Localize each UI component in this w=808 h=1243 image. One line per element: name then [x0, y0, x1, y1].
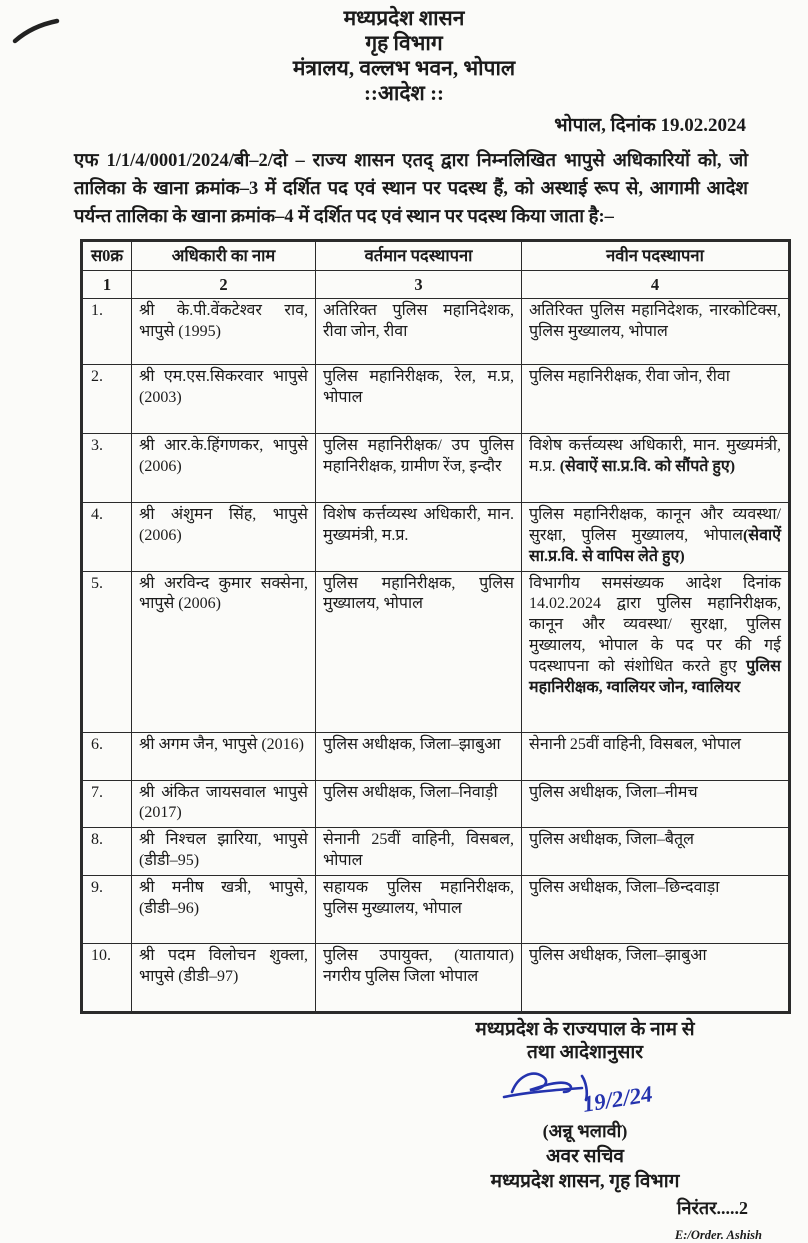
- text-segment: 2.: [91, 368, 103, 386]
- table-header-row: [82, 241, 790, 270]
- table-row: [82, 299, 790, 365]
- text-segment: पुलिस महानिरीक्षक, रीवा जोन, रीवा: [529, 368, 730, 386]
- document-header: [0, 0, 808, 105]
- on-behalf-line: मध्यप्रदेश के राज्यपाल के नाम से: [475, 1018, 695, 1040]
- text-segment: 5.: [91, 574, 103, 592]
- serial-cell: [82, 732, 132, 780]
- bold-text-segment: पुलिस महानिरीक्षक, ग्वालियर जोन, ग्वालियर: [529, 657, 781, 696]
- officer-name-cell: [132, 503, 316, 571]
- org-name: मध्यप्रदेश शासन: [343, 6, 465, 30]
- table-row: [82, 732, 790, 780]
- table-row: [82, 943, 790, 1012]
- text-segment: सहायक पुलिस महानिरीक्षक, पुलिस मुख्यालय, भोपाल: [323, 878, 514, 917]
- bold-text-segment: (सेवाऐं सा.प्र.वि. से वापिस लेते हुए): [529, 527, 781, 565]
- header-current-posting: वर्तमान पदस्थापना: [316, 241, 522, 270]
- serial-cell: [82, 828, 132, 876]
- text-segment: श्री मनीष खत्री, भापुसे, (डीडी–96): [139, 878, 308, 917]
- text-segment: श्री अंशुमन सिंह, भापुसे (2006): [139, 506, 308, 544]
- current-posting-cell: [316, 780, 522, 828]
- officer-name-cell: [132, 365, 316, 434]
- text-segment: अतिरिक्त पुलिस महानिदेशक, रीवा जोन, रीवा: [323, 302, 514, 340]
- text-segment: पुलिस अधीक्षक, जिला–झाबुआ: [323, 735, 501, 753]
- officer-name-cell: [132, 434, 316, 503]
- officer-name-cell: [132, 299, 316, 365]
- new-posting-cell: [522, 503, 790, 571]
- as-per-order-line: तथा आदेशानुसार: [526, 1041, 644, 1063]
- order-heading: ::आदेश ::: [363, 81, 445, 105]
- table-row: [82, 365, 790, 434]
- text-segment: पुलिस अधीक्षक, जिला–झाबुआ: [529, 946, 707, 964]
- table-row: [82, 434, 790, 503]
- text-segment: श्री के.पी.वेंकटेश्वर राव, भापुसे (1995): [139, 302, 308, 340]
- new-posting-cell: [522, 875, 790, 943]
- place-date-line: भोपाल, दिनांक 19.02.2024: [554, 115, 746, 136]
- header-new-posting: नवीन पदस्थापना: [522, 241, 790, 270]
- column-number: 1: [82, 270, 132, 298]
- text-segment: अतिरिक्त पुलिस महानिदेशक, नारकोटिक्स, पुलिस मुख्यालय, भोपाल: [529, 302, 781, 340]
- text-segment: पुलिस महानिरीक्षक, पुलिस मुख्यालय, भोपाल: [323, 574, 514, 613]
- text-segment: श्री अंकित जायसवाल भापुसे (2017): [139, 783, 308, 822]
- serial-cell: [82, 365, 132, 434]
- text-segment: श्री अरविन्द कुमार सक्सेना, भापुसे (2006): [139, 574, 308, 613]
- column-number: 4: [522, 270, 790, 298]
- file-reference: E:/Order. Ashish: [674, 1227, 762, 1242]
- current-posting-cell: [316, 434, 522, 503]
- new-posting-cell: [522, 299, 790, 365]
- new-posting-cell: [522, 571, 790, 732]
- text-segment: पुलिस अधीक्षक, जिला–बैतूल: [529, 831, 694, 849]
- current-posting-cell: [316, 943, 522, 1012]
- text-segment: 6.: [91, 735, 103, 753]
- order-table-body: [82, 299, 790, 1013]
- table-row: [82, 828, 790, 876]
- text-segment: 10.: [91, 946, 111, 964]
- text-segment: 9.: [91, 878, 103, 896]
- current-posting-cell: [316, 503, 522, 571]
- serial-cell: [82, 434, 132, 503]
- signature-icon: [498, 1066, 688, 1136]
- officer-name-cell: [132, 780, 316, 828]
- pen-stroke-mark: [10, 14, 70, 54]
- transfer-order-table: [80, 239, 791, 1013]
- column-number-row: [82, 270, 790, 298]
- text-segment: पुलिस अधीक्षक, जिला–नीमच: [529, 783, 698, 801]
- signature-block: [410, 1018, 760, 1220]
- bold-text-segment: (सेवाऐं सा.प्र.वि. को सौंपते हुए): [559, 458, 736, 475]
- serial-cell: [82, 503, 132, 571]
- text-segment: 3.: [91, 437, 103, 455]
- signature-area: [410, 1068, 760, 1134]
- handwritten-date: 19/2/24: [580, 1081, 655, 1117]
- current-posting-cell: [316, 365, 522, 434]
- officer-name-cell: [132, 732, 316, 780]
- text-segment: पुलिस अधीक्षक, जिला–छिन्दवाड़ा: [529, 878, 720, 896]
- text-segment: सेनानी 25वीं वाहिनी, विसबल, भोपाल: [529, 735, 741, 753]
- new-posting-cell: [522, 780, 790, 828]
- text-segment: 4.: [91, 506, 103, 524]
- text-segment: श्री पदम विलोचन शुक्ला, भापुसे (डीडी–97): [139, 946, 308, 985]
- text-segment: पुलिस अधीक्षक, जिला–निवाड़ी: [323, 783, 498, 801]
- text-segment: 7.: [91, 783, 103, 801]
- serial-cell: [82, 299, 132, 365]
- text-segment: श्री निश्चल झारिया, भापुसे (डीडी–95): [139, 831, 308, 869]
- header-serial: स0क्र: [82, 241, 132, 270]
- officer-name-cell: [132, 571, 316, 732]
- text-segment: 8.: [91, 831, 103, 849]
- table-row: [82, 875, 790, 943]
- signatory-name: (अन्नू भलावी): [542, 1120, 628, 1141]
- header-officer-name: अधिकारी का नाम: [132, 241, 316, 270]
- text-segment: श्री एम.एस.सिकरवार भापुसे (2003): [139, 368, 308, 406]
- serial-cell: [82, 571, 132, 732]
- text-segment: पुलिस महानिरीक्षक/ उप पुलिस महानिरीक्षक, ग्रामीण रेंज, इन्दौर: [323, 437, 514, 475]
- new-posting-cell: [522, 434, 790, 503]
- column-number: 3: [316, 270, 522, 298]
- text-segment: विशेष कर्त्तव्यस्थ अधिकारी, मान. मुख्यमंत्री, म.प्र.: [529, 437, 781, 475]
- current-posting-cell: [316, 732, 522, 780]
- new-posting-cell: [522, 828, 790, 876]
- text-segment: 1.: [91, 302, 103, 320]
- text-segment: पुलिस महानिरीक्षक, रेल, म.प्र, भोपाल: [323, 368, 514, 406]
- department-name: गृह विभाग: [365, 31, 443, 55]
- serial-cell: [82, 875, 132, 943]
- officer-name-cell: [132, 828, 316, 876]
- text-segment: विभागीय समसंख्यक आदेश दिनांक 14.02.2024 द्वारा पुलिस महानिरीक्षक, कानून और व्यवस्था/ सुरक्षा, पुलिस मुख्यालय, भोपाल के पद पर की गई पदस्थापना को संशोधित करते हुए: [529, 574, 781, 675]
- table-row: [82, 503, 790, 571]
- serial-cell: [82, 943, 132, 1012]
- serial-cell: [82, 780, 132, 828]
- new-posting-cell: [522, 365, 790, 434]
- current-posting-cell: [316, 299, 522, 365]
- office-address: मंत्रालय, वल्लभ भवन, भोपाल: [292, 56, 516, 80]
- text-segment: पुलिस उपायुक्त, (यातायात) नगरीय पुलिस जिला भोपाल: [323, 946, 514, 985]
- table-head: [82, 241, 790, 299]
- order-paragraph: एफ 1/1/4/0001/2024/बी–2/दो – राज्य शासन एतद् द्वारा निम्नलिखित भापुसे अधिकारियों को, जो तालिका के खाना क्रमांक–3 में दर्शित पद एवं स्थान पर पदस्थ हैं, को अस्थाई रूप से, आगामी आदेश पर्यन्त तालिका के खाना क्रमांक–4 में दर्शित पद एवं स्थान पर पदस्थ किया जाता है:–: [74, 151, 748, 228]
- text-segment: पुलिस महानिरीक्षक, कानून और व्यवस्था/सुरक्षा, पुलिस मुख्यालय, भोपाल: [529, 506, 781, 544]
- current-posting-cell: [316, 875, 522, 943]
- current-posting-cell: [316, 571, 522, 732]
- column-number: 2: [132, 270, 316, 298]
- new-posting-cell: [522, 943, 790, 1012]
- text-segment: श्री अगम जैन, भापुसे (2016): [139, 735, 304, 753]
- officer-name-cell: [132, 943, 316, 1012]
- new-posting-cell: [522, 732, 790, 780]
- text-segment: विशेष कर्त्तव्यस्थ अधिकारी, मान. मुख्यमंत्री, म.प्र.: [323, 506, 514, 544]
- text-segment: सेनानी 25वीं वाहिनी, विसबल, भोपाल: [323, 831, 514, 869]
- table-row: [82, 780, 790, 828]
- text-segment: श्री आर.के.हिंगणकर, भापुसे (2006): [139, 437, 308, 475]
- table-row: [82, 571, 790, 732]
- signatory-designation: अवर सचिव: [546, 1145, 624, 1167]
- continuation-note: निरंतर.....2: [676, 1197, 748, 1218]
- officer-name-cell: [132, 875, 316, 943]
- signatory-department: मध्यप्रदेश शासन, गृह विभाग: [490, 1170, 680, 1192]
- current-posting-cell: [316, 828, 522, 876]
